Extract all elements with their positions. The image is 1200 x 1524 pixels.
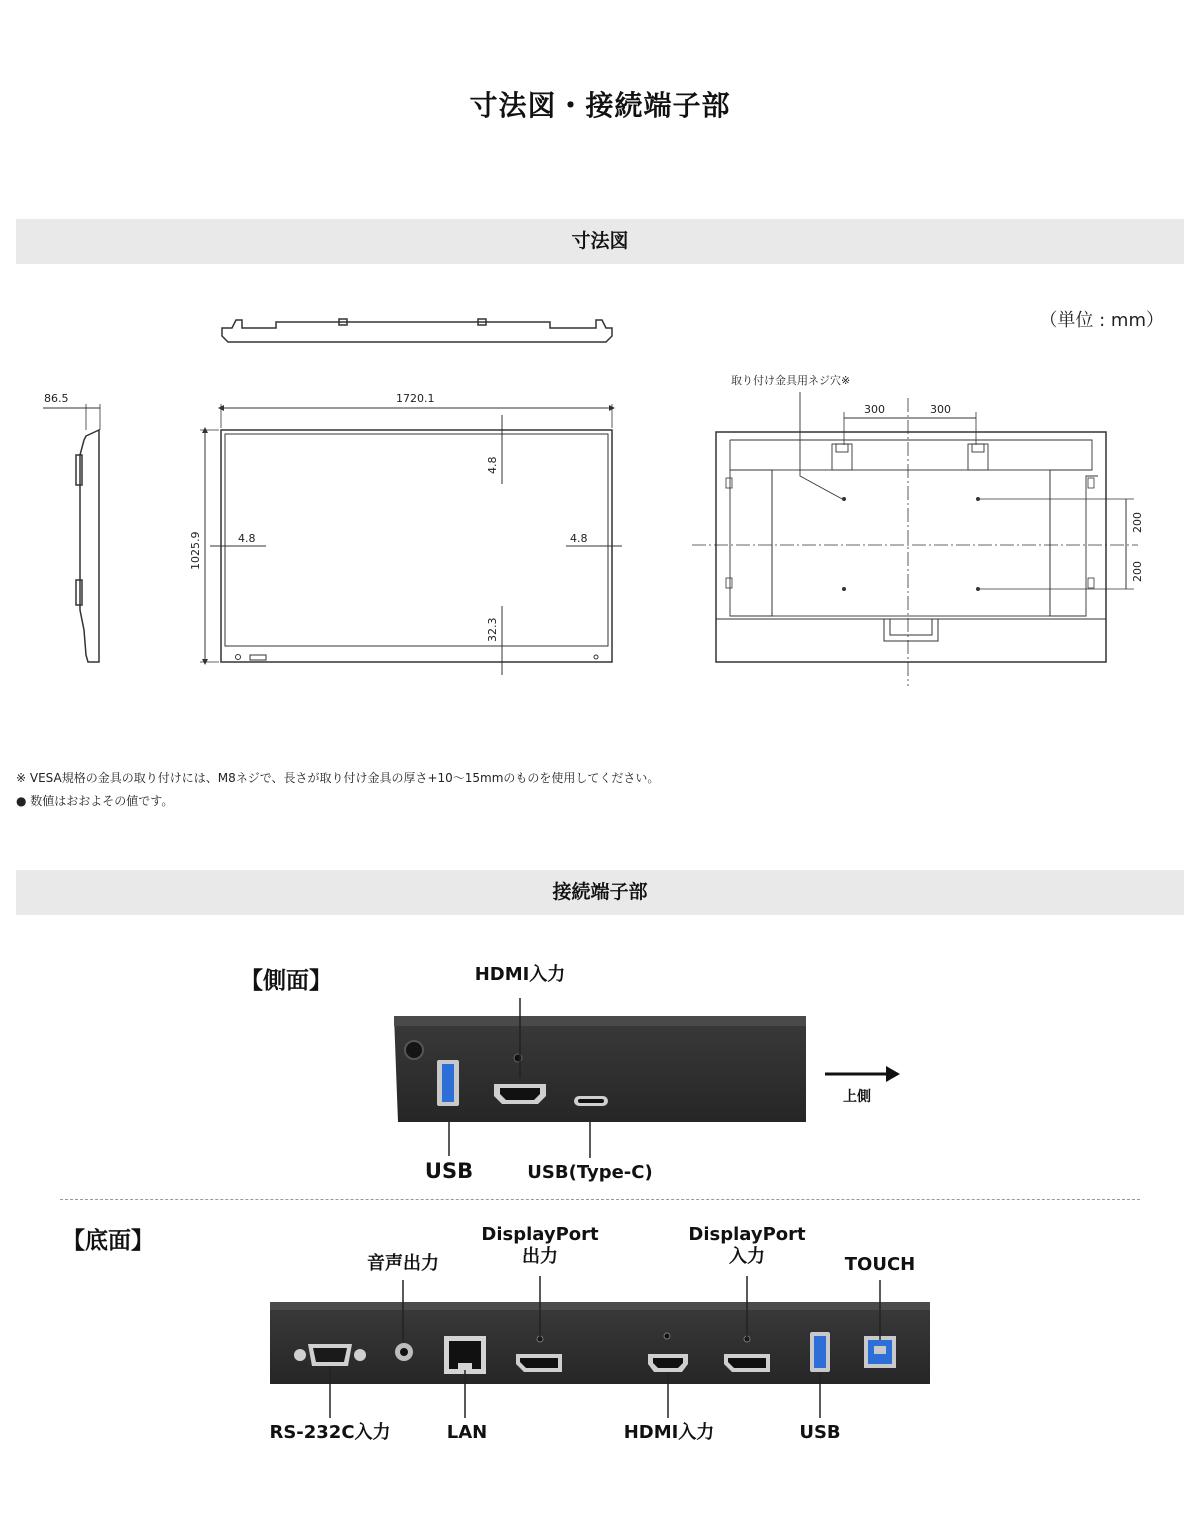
bezel-bottom-label: 32.3: [486, 617, 499, 642]
direction-label: 上側: [843, 1089, 871, 1105]
vesa-upper-label: 200: [1131, 512, 1144, 533]
dimension-section-header: 寸法図: [16, 219, 1184, 264]
bottom-hdmi-label: HDMI入力: [623, 1422, 715, 1443]
dp-in-label: DisplayPort 入力: [688, 1224, 806, 1267]
side-usb-port: [437, 1060, 459, 1106]
audio-port: [395, 1343, 413, 1361]
side-usb-label: USB: [424, 1159, 474, 1183]
lan-port: [444, 1336, 486, 1374]
vesa-lower-label: 200: [1131, 561, 1144, 582]
touch-port: [864, 1336, 896, 1368]
page-title: 寸法図・接続端子部: [469, 89, 731, 122]
unit-label: （単位 : mm）: [1039, 310, 1164, 331]
audio-label: 音声出力: [367, 1253, 439, 1274]
vesa-right-label: 300: [930, 403, 951, 416]
section-divider: [60, 1199, 1140, 1200]
side-heading: 【側面】: [240, 968, 332, 994]
bezel-top-label: 4.8: [486, 456, 499, 474]
vesa-note: ※ VESA規格の金具の取り付けには、M8ネジで、長さが取り付け金具の厚さ+10〜15mmのものを使用してください。: [16, 771, 660, 785]
direction-arrow: [825, 1066, 900, 1082]
vesa-left-label: 300: [864, 403, 885, 416]
bottom-usb-label: USB: [799, 1422, 841, 1443]
height-dim-label: 1025.9: [189, 531, 202, 570]
bottom-usb-port: [810, 1332, 830, 1372]
screw-hole-label: 取り付け金具用ネジ穴※: [731, 374, 851, 387]
approx-note: ● 数値はおおよその値です。: [16, 794, 174, 808]
width-dim-label: 1720.1: [396, 392, 435, 405]
connector-section-header: 接続端子部: [16, 870, 1184, 915]
bottom-panel: [270, 1302, 930, 1384]
bezel-left-label: 4.8: [238, 532, 256, 545]
touch-label: TOUCH: [844, 1254, 916, 1275]
side-hdmi-port: [494, 1084, 546, 1104]
bottom-heading: 【底面】: [62, 1228, 154, 1254]
rs232c-label: RS-232C入力: [269, 1422, 391, 1443]
depth-dim-label: 86.5: [44, 392, 69, 405]
lan-label: LAN: [446, 1422, 488, 1443]
dp-out-label: DisplayPort 出力: [481, 1224, 599, 1267]
side-usbc-port: [574, 1096, 608, 1106]
side-usbc-label: USB(Type-C): [527, 1162, 653, 1183]
side-hdmi-label: HDMI入力: [474, 964, 566, 985]
bezel-right-label: 4.8: [570, 532, 588, 545]
